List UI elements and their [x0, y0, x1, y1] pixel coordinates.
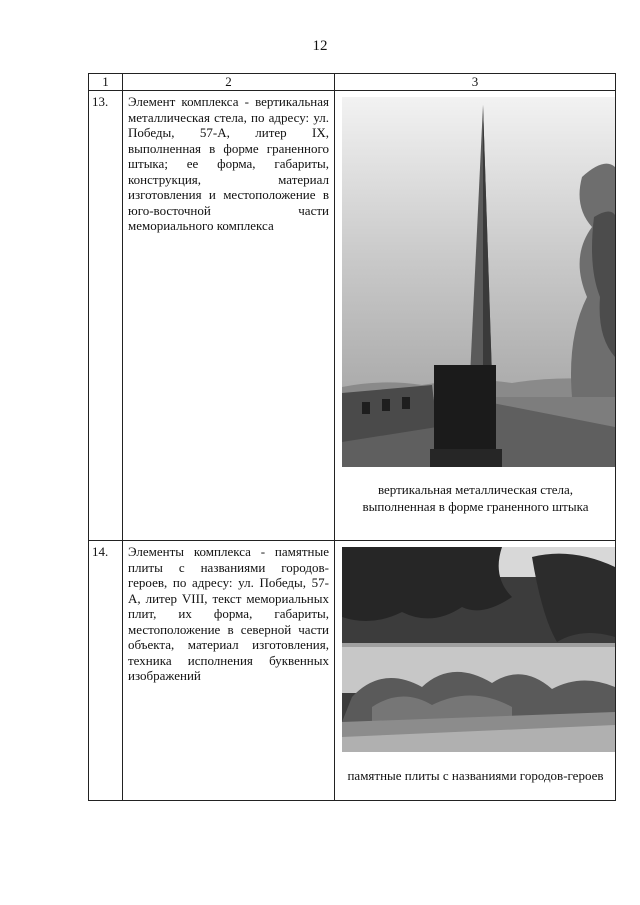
- column-header-1: 1: [89, 74, 123, 91]
- photo-caption: вертикальная металлическая стела, выполненная в форме граненного штыка: [362, 482, 589, 514]
- registry-table: [88, 73, 616, 801]
- row-description: Элемент комплекса - вертикальная металлическая стела, по адресу: ул. Победы, 57-А, литер IX, выполненная в форме граненного штыка; ее форма, габариты, конструкция, материал изготовления и местоположение в юго-восточной части мемориального комплекса: [123, 91, 335, 541]
- photo-cell: [335, 541, 616, 801]
- stele-photo-graphic: [342, 97, 615, 467]
- stele-photo: [342, 97, 615, 467]
- table-row: [89, 541, 616, 801]
- row-description: Элементы комплекса - памятные плиты с названиями городов-героев, по адресу: ул. Победы, 57-А, литер VIII, текст мемориальных плит, их форма, габариты, местоположение в северной части объекта, материал изготовления, техника исполнения буквенных изображений: [123, 541, 335, 801]
- row-number: 14.: [89, 541, 123, 801]
- page-number: 12: [312, 38, 328, 54]
- table-row: [89, 91, 616, 541]
- photo-caption: памятные плиты с названиями городов-героев: [347, 768, 604, 783]
- table-header-row: [89, 74, 616, 91]
- photo-cell: [335, 91, 616, 541]
- memorial-plates-photo-graphic: [342, 547, 615, 752]
- memorial-plates-photo: [342, 547, 615, 752]
- column-header-3: 3: [335, 74, 616, 91]
- row-number: 13.: [89, 91, 123, 541]
- column-header-2: 2: [123, 74, 335, 91]
